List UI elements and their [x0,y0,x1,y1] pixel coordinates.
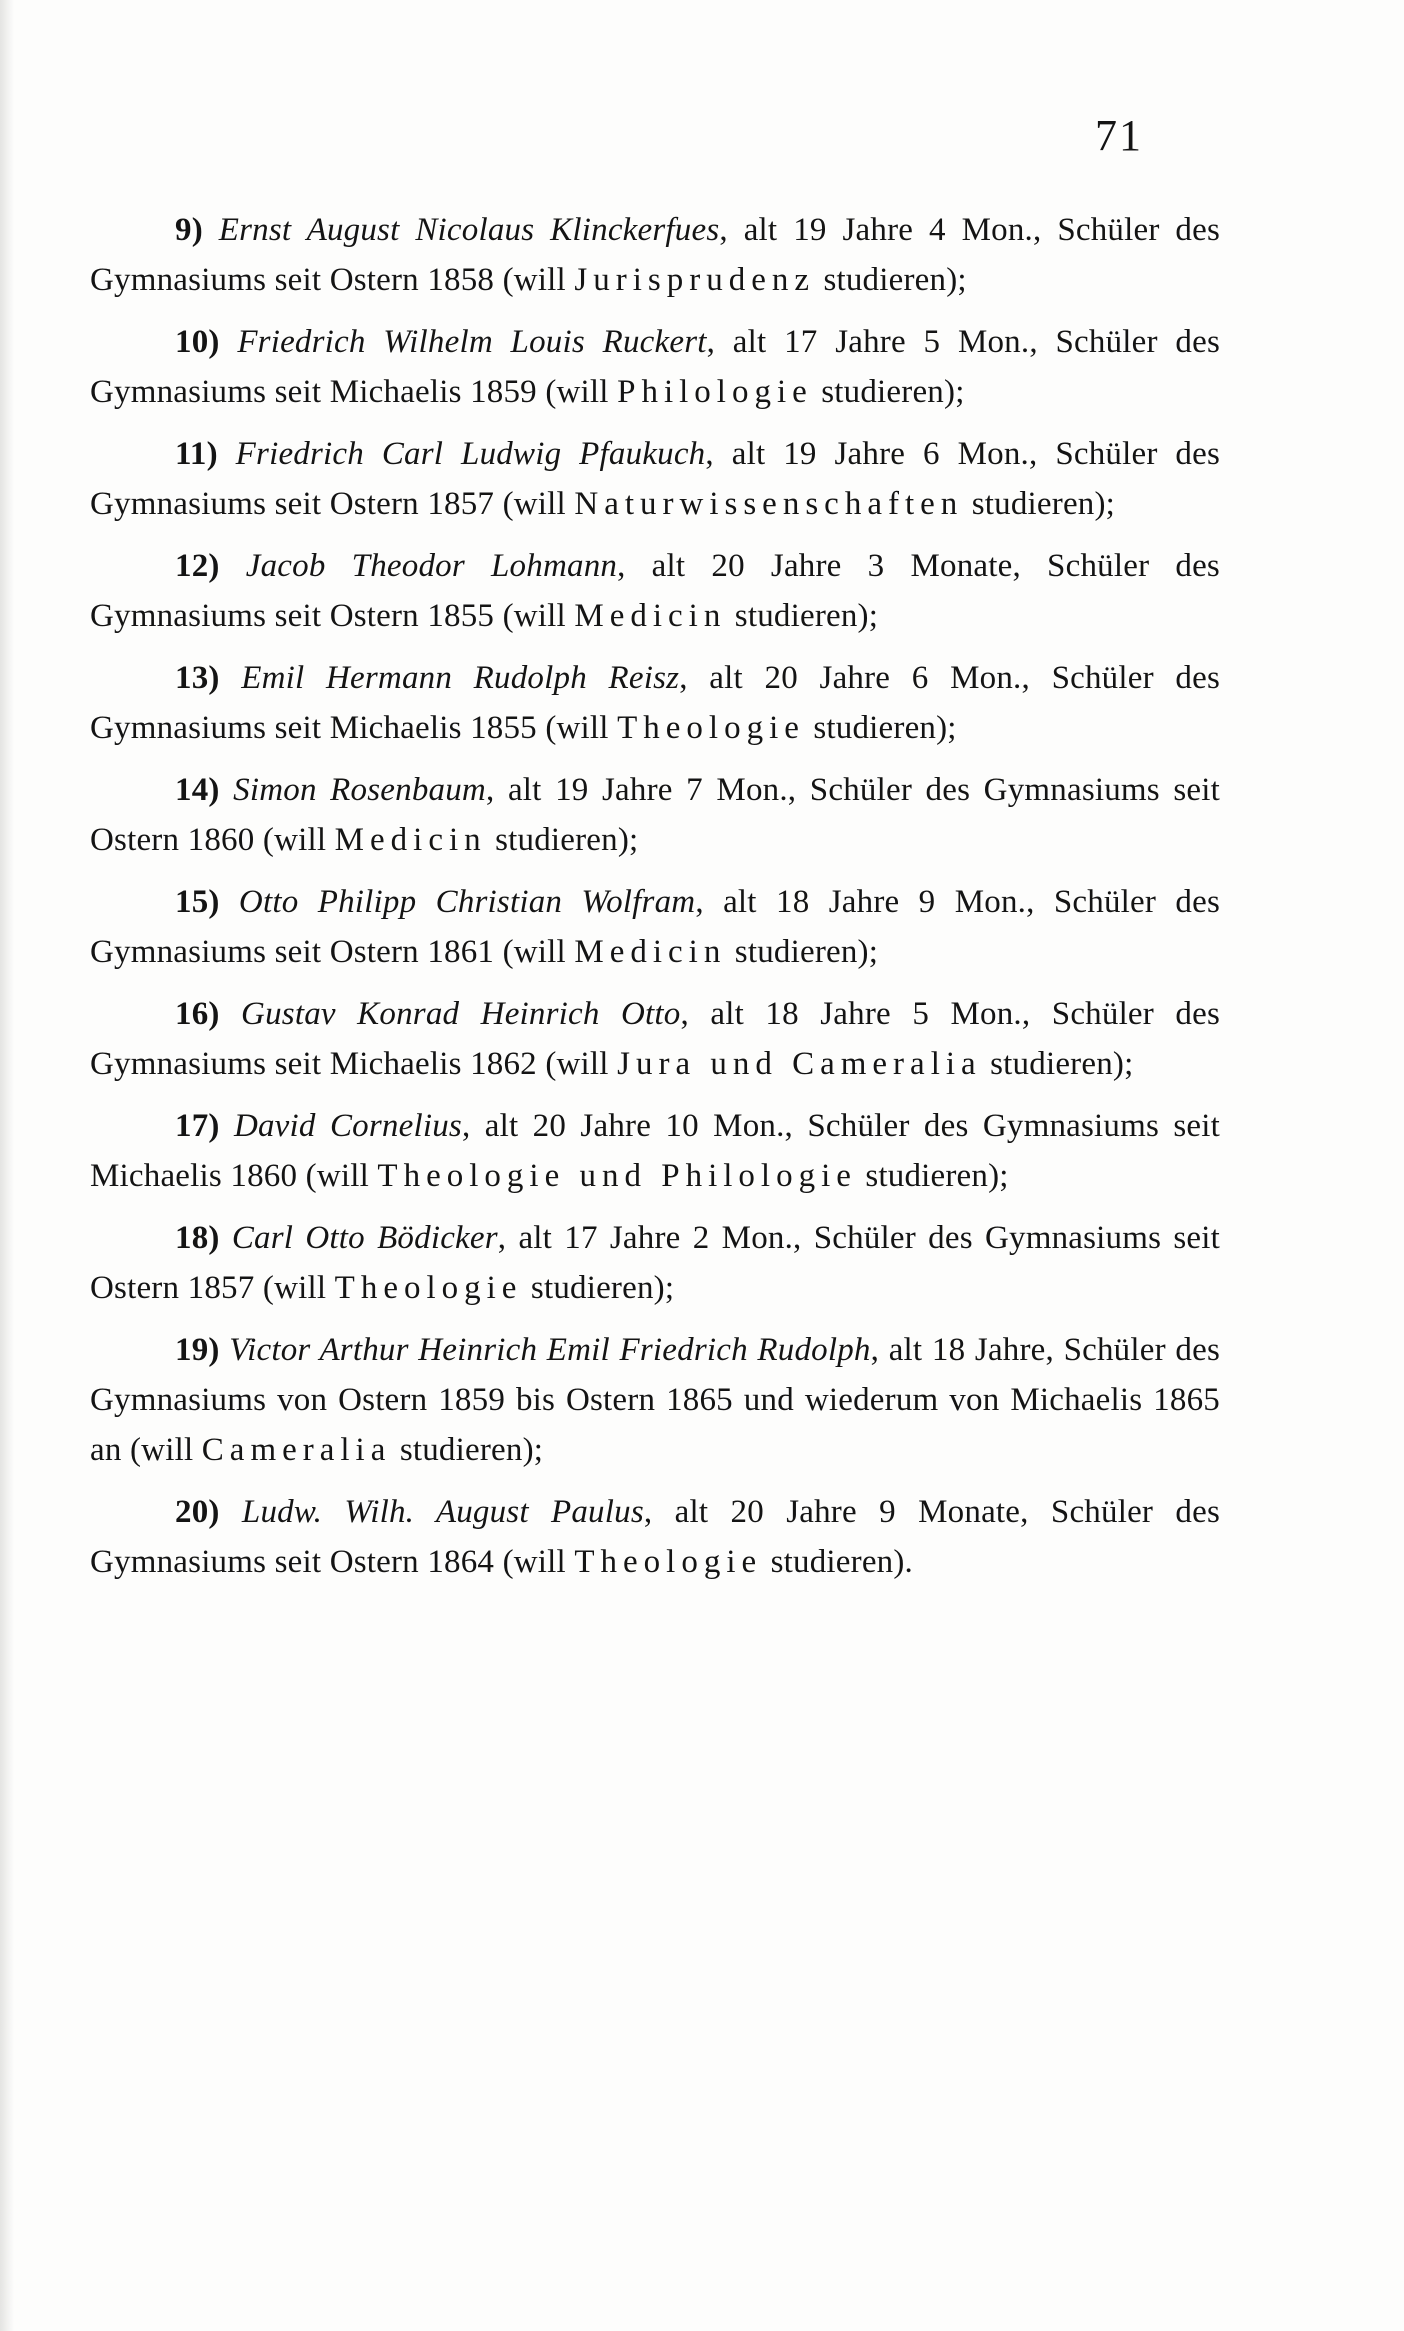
study-subject: Medicin [574,598,727,634]
entry-number: 19) [175,1332,220,1368]
student-name: Ludw. Wilh. August Paulus [241,1494,644,1530]
entry-number: 9) [175,212,203,248]
entry-details: , alt 20 Jahre 10 Mon., Schüler des Gymnasiums seit Michaelis 1860 (will [90,1108,1220,1194]
entry-tail: studieren); [815,262,967,298]
entry-details: , alt 18 Jahre, Schüler des Gymnasiums von Ostern 1859 bis Ostern 1865 und wiederum von Michaelis 1865 an (will [90,1332,1220,1468]
entry-details: , alt 17 Jahre 5 Mon., Schüler des Gymnasiums seit Michaelis 1859 (will [90,324,1220,410]
entry-number: 14) [175,772,220,808]
entry-tail: studieren). [762,1544,914,1580]
study-subject: Jurisprudenz [574,262,815,298]
entry-number: 11) [175,436,218,472]
entry-number: 12) [175,548,220,584]
study-subject: Medicin [334,822,487,858]
student-entry-18 [90,1213,1220,1313]
entry-details: , alt 18 Jahre 9 Mon., Schüler des Gymnasiums seit Ostern 1861 (will [90,884,1220,970]
student-entry-15 [90,877,1220,977]
student-name: Ernst August Nicolaus Klinckerfues [218,212,720,248]
student-entry-20 [90,1487,1220,1587]
entry-tail: studieren); [726,934,879,970]
study-subject: Theologie [334,1270,523,1306]
entry-details: , alt 19 Jahre 7 Mon., Schüler des Gymnasiums seit Ostern 1860 (will [90,772,1221,858]
student-entry-16 [90,989,1220,1089]
entry-tail: studieren); [486,822,639,858]
student-entry-17 [90,1101,1220,1201]
student-name: Otto Philipp Christian Wolfram [238,884,696,920]
entry-tail: studieren); [963,486,1116,522]
student-name: Friedrich Carl Ludwig Pfaukuch [235,436,706,472]
student-name: Victor Arthur Heinrich Emil Friedrich Rudolph [229,1332,871,1368]
student-entry-12 [90,541,1220,641]
entry-tail: studieren); [981,1046,1134,1082]
entry-number: 18) [175,1220,220,1256]
student-name: Friedrich Wilhelm Louis Ruckert [237,324,707,360]
page-edge-shadow [0,0,14,2331]
entry-details: , alt 18 Jahre 5 Mon., Schüler des Gymnasiums seit Michaelis 1862 (will [90,996,1221,1082]
entry-details: , alt 17 Jahre 2 Mon., Schüler des Gymnasiums seit Ostern 1857 (will [90,1220,1220,1306]
entry-number: 17) [175,1108,220,1144]
study-subject: Medicin [574,934,727,970]
entry-tail: studieren); [522,1270,675,1306]
student-name: Carl Otto Bödicker [231,1220,498,1256]
study-subject: Naturwissenschaften [574,486,964,522]
study-subject: Jura und Cameralia [617,1046,982,1082]
entry-details: , alt 20 Jahre 6 Mon., Schüler des Gymnasiums seit Michaelis 1855 (will [90,660,1221,746]
entry-details: , alt 19 Jahre 6 Mon., Schüler des Gymnasiums seit Ostern 1857 (will [90,436,1220,522]
study-subject: Theologie und Philologie [377,1158,857,1194]
entry-tail: studieren); [856,1158,1009,1194]
entry-number: 13) [175,660,220,696]
student-name: David Cornelius [233,1108,462,1144]
student-entry-9 [90,205,1220,305]
entry-number: 16) [175,996,220,1032]
entry-tail: studieren); [391,1432,544,1468]
entry-tail: studieren); [812,374,965,410]
student-name: Simon Rosenbaum [233,772,486,808]
entry-details: , alt 19 Jahre 4 Mon., Schüler des Gymnasiums seit Ostern 1858 (will [90,212,1221,298]
entry-details: , alt 20 Jahre 3 Monate, Schüler des Gymnasiums seit Ostern 1855 (will [90,548,1220,634]
student-entry-10 [90,317,1220,417]
student-name: Gustav Konrad Heinrich Otto [241,996,681,1032]
student-list [90,205,1220,1599]
page-number: 71 [1095,111,1143,160]
entry-tail: studieren); [804,710,957,746]
student-entry-13 [90,653,1220,753]
entry-number: 15) [175,884,220,920]
student-name: Emil Hermann Rudolph Reisz [241,660,680,696]
study-subject: Theologie [617,710,805,746]
entry-details: , alt 20 Jahre 9 Monate, Schüler des Gymnasiums seit Ostern 1864 (will [90,1494,1220,1580]
study-subject: Philologie [617,374,813,410]
student-entry-11 [90,429,1220,529]
student-entry-14 [90,765,1220,865]
entry-tail: studieren); [726,598,879,634]
entry-number: 10) [175,324,220,360]
study-subject: Theologie [574,1544,763,1580]
student-entry-19 [90,1325,1220,1475]
study-subject: Cameralia [201,1432,392,1468]
student-name: Jacob Theodor Lohmann [245,548,618,584]
entry-number: 20) [175,1494,220,1530]
